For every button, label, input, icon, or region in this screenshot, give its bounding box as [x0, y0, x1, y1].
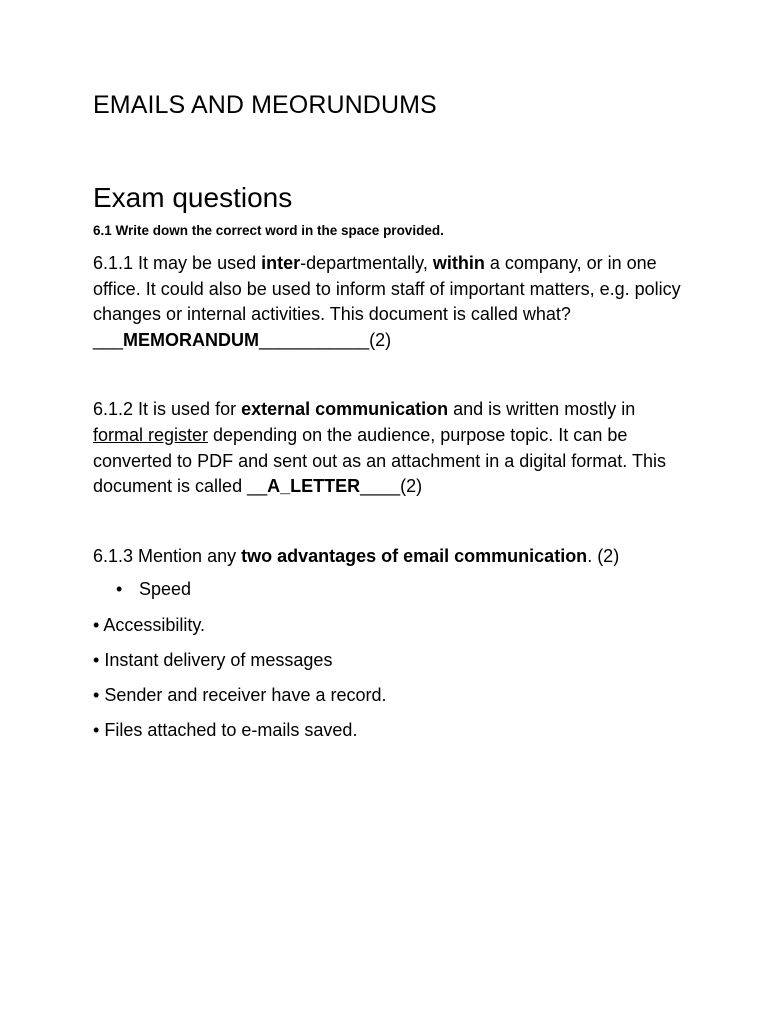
- q2-bold-external: external communication: [241, 399, 449, 420]
- list-item: [93, 683, 683, 709]
- list-item-text: Files attached to e-mails saved.: [104, 720, 358, 741]
- q2-text-2: and is written mostly in: [448, 399, 636, 420]
- q1-bold-within: within: [432, 253, 485, 273]
- list-item-text: Accessibility.: [103, 614, 206, 635]
- bullet-icon: •: [93, 720, 100, 741]
- list-item: [93, 613, 683, 639]
- instruction-text: 6.1 Write down the correct word in the space provided.: [93, 223, 444, 238]
- q1-text-2: -departmentally,: [300, 253, 433, 273]
- q1-answer: MEMORANDUM: [123, 329, 260, 350]
- document-title: EMAILS AND MEORUNDUMS: [93, 91, 437, 119]
- list-item: [93, 648, 683, 674]
- bullet-icon: •: [116, 579, 123, 600]
- q2-text-1: 6.1.2 It is used for: [93, 399, 242, 420]
- list-item: [93, 718, 683, 744]
- bullet-icon: •: [93, 684, 100, 705]
- q2-underline-formal: formal register: [93, 424, 209, 445]
- bullet-icon: •: [93, 649, 100, 670]
- q3-text-1: 6.1.3 Mention any: [93, 545, 242, 566]
- question-6-1-3: [93, 544, 683, 570]
- list-item-text: Instant delivery of messages: [104, 649, 333, 670]
- section-heading: Exam questions: [93, 182, 293, 213]
- q2-text-3: depending on the audience, purpose topic. It can be converted to PDF and sent out as an attachment in a digital format. This document is called __: [93, 424, 666, 497]
- q1-text-1: 6.1.1 It may be used: [93, 253, 262, 273]
- document-content: [93, 88, 683, 753]
- q3-bold-advantages: two advantages of email communication: [241, 545, 588, 566]
- q2-text-4: ____(2): [360, 476, 423, 497]
- question-6-1-1: [93, 251, 683, 353]
- advantages-list: [93, 577, 683, 743]
- q3-text-2: . (2): [587, 545, 620, 566]
- question-6-1-2: [93, 397, 683, 499]
- list-item: [93, 577, 683, 603]
- bullet-icon: •: [93, 614, 100, 635]
- q1-bold-inter: inter: [261, 253, 301, 273]
- list-item-text: Speed: [139, 579, 192, 600]
- q2-answer: A_LETTER: [267, 476, 361, 497]
- q1-text-3: a company, or in one office. It could also be used to inform staff of important matters, e.g. policy changes or internal activities. This document is called what? ___: [93, 253, 681, 350]
- q1-text-4: ___________(2): [259, 329, 392, 350]
- list-item-text: Sender and receiver have a record.: [104, 684, 387, 705]
